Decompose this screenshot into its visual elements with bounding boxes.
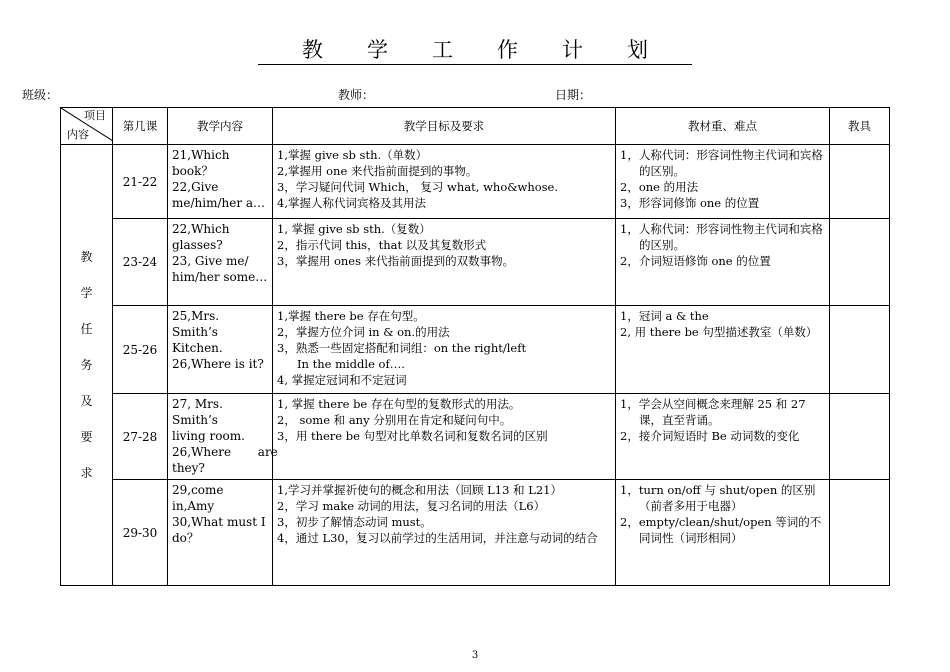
keypoint-line: 2, 用 there be 句型描述教室（单数） (620, 325, 818, 339)
goal-line: 3，掌握用 ones 来代指前面提到的双数事物。 (277, 254, 515, 268)
goals-cell (273, 394, 616, 480)
keypoint-line: 1，turn on/off 与 shut/open 的区别（前者多用于电器） (620, 483, 816, 513)
side-char: 求 (80, 466, 93, 480)
goal-line: 1,掌握 give sb sth.（单数） (277, 148, 428, 162)
col-header-content: 教学内容 (168, 108, 273, 145)
lesson-content-cell (168, 219, 273, 306)
side-char: 务 (80, 358, 93, 372)
goal-line: 3，学习疑问代词 Which， 复习 what, who&whose. (277, 180, 559, 194)
page-title-text: 教学工作计划 (258, 38, 692, 65)
side-char: 及 (80, 394, 93, 408)
date-label: 日期： (555, 88, 592, 102)
diag-top-label: 项目 (84, 109, 106, 122)
lesson-number: 25-26 (113, 306, 168, 394)
content-line: him/her some… (172, 270, 268, 284)
goals-cell (273, 219, 616, 306)
plan-table (60, 107, 890, 586)
content-line: book？ (172, 164, 214, 178)
table-row (61, 145, 890, 219)
table-row (61, 219, 890, 306)
content-line: me/him/her a… (172, 196, 266, 210)
keypoint-line: 2，接介词短语时 Be 动词数的变化 (620, 429, 800, 443)
goals-cell (273, 145, 616, 219)
keypoints-cell (616, 219, 830, 306)
content-line: 26,Where is it? (172, 357, 264, 371)
keypoint-line: 2，one 的用法 (620, 180, 699, 194)
lesson-number: 27-28 (113, 394, 168, 480)
keypoints-cell (616, 394, 830, 480)
keypoint-line: 3，形容词修饰 one 的位置 (620, 196, 760, 210)
page-number: 3 (471, 650, 479, 661)
goal-line: 4,掌握人称代词宾格及其用法 (277, 196, 426, 210)
goal-line: 3，初步了解情态动词 must。 (277, 515, 432, 529)
content-line: Kitchen. (172, 341, 223, 355)
lesson-content-cell (168, 145, 273, 219)
page-title (0, 34, 950, 64)
table-row (61, 394, 890, 480)
header-row (61, 108, 890, 145)
content-line: they? (172, 461, 205, 475)
lesson-number: 23-24 (113, 219, 168, 306)
side-char: 要 (80, 430, 93, 444)
goal-line: In the middle of…. (297, 357, 405, 371)
content-line: 22,Give (172, 180, 219, 194)
goal-line: 4，通过 L30，复习以前学过的生活用词，并注意与动词的结合 (277, 531, 598, 545)
table-row (61, 480, 890, 586)
keypoints-cell (616, 306, 830, 394)
keypoint-line: 2，empty/clean/shut/open 等词的不同词性（词形相同） (620, 515, 822, 545)
side-char: 教 (80, 250, 93, 264)
keypoint-line: 1，冠词 a & the (620, 309, 709, 323)
goal-line: 2，指示代词 this，that 以及其复数形式 (277, 238, 487, 252)
tools-cell (830, 480, 890, 586)
content-line: 21,Which (172, 148, 230, 162)
keypoint-line: 1，学会从空间概念来理解 25 和 27 课，直至背诵。 (620, 397, 806, 427)
keypoint-line: 2，介词短语修饰 one 的位置 (620, 254, 771, 268)
content-line: 22,Which (172, 222, 230, 236)
content-line: 26,Where are (172, 445, 278, 459)
keypoints-cell (616, 480, 830, 586)
col-header-tools: 教具 (830, 108, 890, 145)
class-label: 班级： (22, 88, 59, 102)
content-line: 29,come in,Amy (172, 483, 224, 513)
content-line: 25,Mrs. Smith’s (172, 309, 220, 339)
goal-line: 2,掌握用 one 来代指前面提到的事物。 (277, 164, 478, 178)
content-line: living room. (172, 429, 245, 443)
tools-cell (830, 145, 890, 219)
goal-line: 1,掌握 there be 存在句型。 (277, 309, 425, 323)
content-line: do？ (172, 531, 199, 545)
content-line: 23, Give me/ (172, 254, 249, 268)
lesson-number: 29-30 (113, 480, 168, 586)
goal-line: 2，掌握方位介词 in & on.的用法 (277, 325, 450, 339)
col-header-lesson: 第几课 (113, 108, 168, 145)
side-label-cell (61, 145, 113, 586)
goals-cell (273, 480, 616, 586)
lesson-content-cell (168, 480, 273, 586)
col-header-goals: 教学目标及要求 (273, 108, 616, 145)
keypoint-line: 1，人称代词：形容词性物主代词和宾格的区别。 (620, 148, 823, 178)
goal-line: 1, 掌握 there be 存在句型的复数形式的用法。 (277, 397, 521, 411)
goal-line: 2，学习 make 动词的用法，复习名词的用法（L6） (277, 499, 546, 513)
content-line: glasses? (172, 238, 223, 252)
goal-line: 1, 掌握 give sb sth.（复数） (277, 222, 431, 236)
tools-cell (830, 219, 890, 306)
lesson-content-cell (168, 306, 273, 394)
col-header-keypoints: 教材重、难点 (616, 108, 830, 145)
tools-cell (830, 306, 890, 394)
diagonal-header-cell (61, 108, 113, 145)
side-char: 任 (80, 322, 93, 336)
side-char: 学 (80, 286, 93, 300)
goal-line: 3，熟悉一些固定搭配和词组：on the right/left (277, 341, 527, 355)
goal-line: 1,学习并掌握祈使句的概念和用法（回顾 L13 和 L21） (277, 483, 562, 497)
goals-cell (273, 306, 616, 394)
teacher-label: 教师： (338, 88, 375, 102)
content-line: 27, Mrs. Smith’s (172, 397, 223, 427)
keypoint-line: 1，人称代词：形容词性物主代词和宾格的区别。 (620, 222, 823, 252)
diag-bottom-label: 内容 (67, 128, 89, 141)
tools-cell (830, 394, 890, 480)
goal-line: 4, 掌握定冠词和不定冠词 (277, 373, 407, 387)
keypoints-cell (616, 145, 830, 219)
lesson-content-cell (168, 394, 278, 480)
goal-line: 2， some 和 any 分别用在肯定和疑问句中。 (277, 413, 512, 427)
content-line: 30,What must I (172, 515, 266, 529)
lesson-number: 21-22 (113, 145, 168, 219)
goal-line: 3，用 there be 句型对比单数名词和复数名词的区别 (277, 429, 548, 443)
table-row (61, 306, 890, 394)
